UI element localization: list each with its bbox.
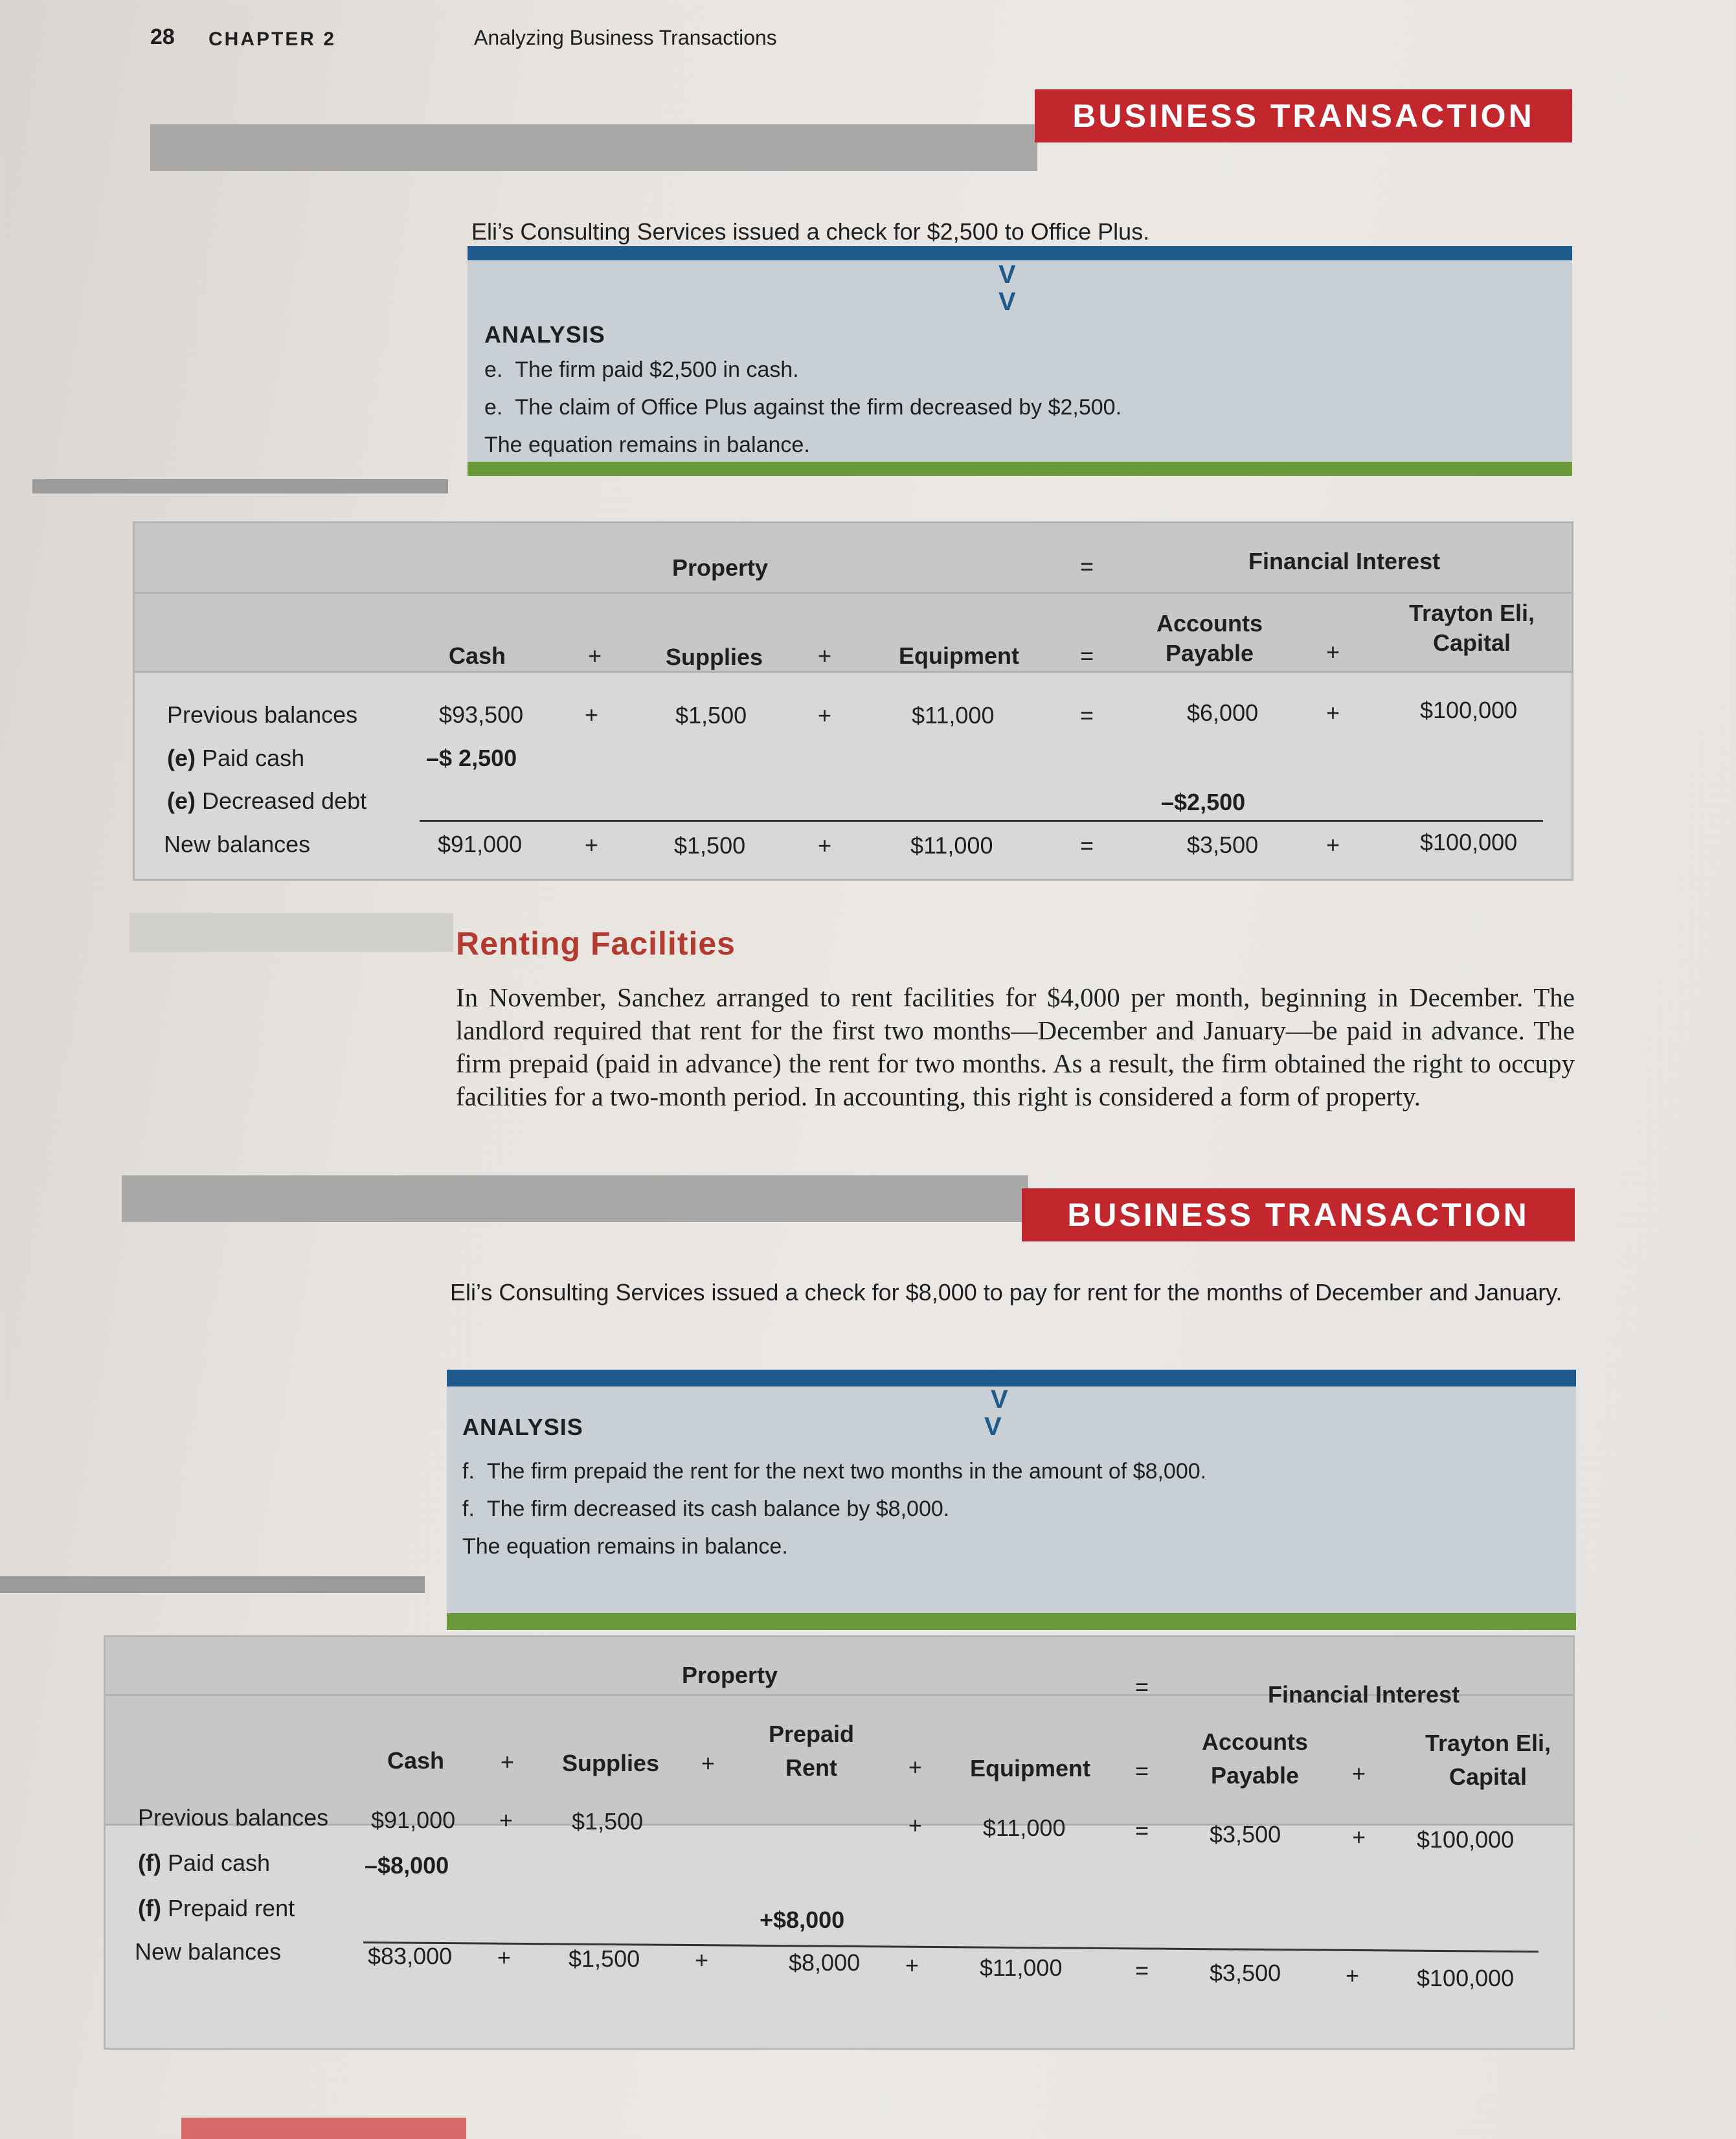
cell-plus: + (908, 1812, 923, 1839)
analysis-text: The claim of Office Plus against the firm decreased by $2,500. (515, 395, 1122, 420)
col-accounts-payable: Accounts Payable (1156, 610, 1263, 666)
row-label-prefix: (f) (138, 1850, 161, 1876)
cell-cash: –$ 2,500 (426, 745, 517, 771)
col-prepaid-rent: Prepaid Rent (768, 1721, 855, 1781)
cell-equipment: $11,000 (983, 1815, 1066, 1841)
section-title: Renting Facilities (456, 925, 736, 962)
row-label-prefix: (e) (167, 745, 196, 771)
cell-plus: + (1326, 832, 1340, 858)
analysis-bottom-bar (447, 1613, 1576, 1630)
row-label-text: Prepaid rent (167, 1895, 295, 1921)
cell-plus: + (1352, 1824, 1366, 1850)
transaction-banner-band (150, 124, 1037, 171)
row-label-text: Paid cash (167, 1850, 271, 1876)
header-divider (135, 671, 1572, 673)
cell-capital: $100,000 (1420, 697, 1518, 723)
row-label (167, 745, 304, 772)
cell-equipment: $11,000 (980, 1954, 1063, 1981)
section-bg (130, 913, 453, 952)
total-rule (363, 1941, 1539, 1952)
cell-supplies: $1,500 (674, 832, 746, 859)
cell-equipment: $11,000 (910, 832, 993, 859)
col-equipment: Equipment (899, 642, 1019, 669)
analysis-top-bar (447, 1370, 1576, 1386)
cell-plus: + (818, 702, 832, 729)
row-label (138, 1850, 270, 1877)
analysis-title: ANALYSIS (462, 1414, 583, 1440)
cell-capital: $100,000 (1417, 1826, 1515, 1853)
analysis-title: ANALYSIS (484, 321, 605, 348)
col-cash: Cash (449, 642, 506, 669)
cell-plus: + (818, 832, 832, 859)
cell-accounts-payable: $3,500 (1187, 832, 1259, 858)
cell-plus: + (585, 701, 599, 728)
left-gray-rule (0, 1576, 425, 1593)
cell-cash: $91,000 (438, 831, 523, 857)
col-equipment: Equipment (970, 1755, 1090, 1782)
analysis-box (468, 246, 1572, 476)
col-supplies: Supplies (666, 644, 763, 670)
analysis-letter: f. (462, 1459, 475, 1484)
col-plus: + (501, 1749, 515, 1775)
cell-equipment: $11,000 (912, 702, 995, 729)
row-label: Previous balances (167, 701, 358, 728)
banner-label: BUSINESS TRANSACTION (1072, 98, 1535, 134)
section-body: In November, Sanchez arranged to rent facilities for $4,000 per month, beginning in December. The landlord required that rent for the first two months—December and January—be paid in advance. The firm prepaid (paid in advance) the rent for two months. As a result, the firm obtained the right to occupy facilities for a two-month period. In accounting, this right is considered a form of property. (456, 982, 1575, 1111)
analysis-line (484, 351, 1122, 389)
cell-prepaid-rent: $8,000 (789, 1949, 861, 1976)
analysis-line (462, 1528, 1206, 1565)
total-rule (420, 820, 1543, 822)
cell-plus: + (585, 832, 599, 858)
analysis-list (484, 351, 1122, 464)
col-capital: Trayton Eli, Capital (1408, 600, 1535, 656)
cell-plus: + (1346, 1962, 1360, 1989)
cell-cash: $83,000 (368, 1943, 453, 1969)
row-label (167, 787, 366, 815)
cell-equals: = (1080, 702, 1094, 729)
col-equals: = (1135, 1758, 1149, 1784)
cell-cash: –$8,000 (365, 1852, 449, 1879)
cell-plus: + (1326, 699, 1340, 726)
cell-plus: + (905, 1952, 919, 1978)
group-equals: = (1080, 553, 1094, 580)
chevron-down-icon: V (984, 1412, 1002, 1441)
analysis-bottom-bar (468, 462, 1572, 476)
analysis-line (484, 426, 1122, 464)
analysis-line (462, 1453, 1206, 1490)
analysis-top-bar (468, 246, 1572, 260)
col-cash: Cash (387, 1747, 445, 1774)
analysis-list (462, 1453, 1206, 1565)
row-label (138, 1895, 295, 1922)
header-divider (135, 592, 1572, 594)
cell-accounts-payable: $3,500 (1210, 1960, 1281, 1986)
col-plus: + (908, 1754, 923, 1780)
col-plus: + (818, 642, 832, 669)
analysis-letter: e. (484, 395, 503, 420)
col-plus: + (588, 642, 602, 669)
group-property: Property (682, 1662, 778, 1688)
analysis-letter: e. (484, 357, 503, 382)
business-transaction-banner (1035, 89, 1572, 142)
transaction-banner-band (122, 1175, 1028, 1222)
analysis-text: The firm paid $2,500 in cash. (515, 357, 799, 382)
cell-capital: $100,000 (1417, 1965, 1515, 1991)
col-plus: + (701, 1750, 716, 1776)
cell-plus: + (499, 1807, 513, 1833)
col-accounts-payable: Accounts Payable (1201, 1728, 1309, 1789)
transaction-statement: Eli’s Consulting Services issued a check for $8,000 to pay for rent for the months of December and January. (450, 1279, 1562, 1306)
banner-label: BUSINESS TRANSACTION (1067, 1197, 1529, 1233)
table-header (135, 523, 1572, 672)
group-financial-interest: Financial Interest (1248, 548, 1441, 574)
business-transaction-banner (1022, 1188, 1575, 1241)
cell-capital: $100,000 (1420, 829, 1518, 855)
group-property: Property (672, 554, 769, 581)
analysis-text: The equation remains in balance. (484, 433, 810, 457)
analysis-text: The equation remains in balance. (462, 1534, 788, 1559)
analysis-line (462, 1490, 1206, 1528)
cell-cash: $91,000 (371, 1807, 456, 1833)
analysis-text: The firm prepaid the rent for the next two months in the amount of $8,000. (486, 1459, 1207, 1484)
running-title: Analyzing Business Transactions (474, 26, 777, 49)
row-label-text: Decreased debt (202, 787, 367, 814)
analysis-box (447, 1370, 1576, 1630)
cell-accounts-payable: $6,000 (1187, 699, 1259, 726)
cell-supplies: $1,500 (675, 702, 747, 729)
cell-equals: = (1135, 1817, 1149, 1844)
cell-prepaid-rent: +$8,000 (760, 1907, 845, 1933)
chapter-label: CHAPTER 2 (209, 28, 337, 50)
col-supplies: Supplies (562, 1750, 660, 1776)
cell-equals: = (1135, 1957, 1149, 1984)
group-equals: = (1135, 1673, 1149, 1700)
cell-plus: + (695, 1947, 709, 1973)
chevron-down-icon: V (998, 288, 1016, 316)
analysis-letter: f. (462, 1497, 475, 1521)
col-plus: + (1326, 639, 1340, 665)
cell-accounts-payable: $3,500 (1210, 1821, 1281, 1848)
analysis-line (484, 389, 1122, 426)
chevron-down-icon: V (991, 1385, 1008, 1414)
col-plus: + (1352, 1760, 1366, 1787)
cell-equals: = (1080, 832, 1094, 859)
cell-plus: + (497, 1944, 512, 1971)
row-label: New balances (135, 1938, 282, 1965)
left-gray-rule (32, 479, 448, 493)
accounting-equation-table (104, 1635, 1575, 2050)
group-financial-interest: Financial Interest (1268, 1681, 1460, 1708)
transaction-statement: Eli’s Consulting Services issued a check for $2,500 to Office Plus. (471, 218, 1150, 245)
row-label: Previous balances (138, 1804, 329, 1831)
row-label: New balances (164, 831, 311, 857)
col-capital: Trayton Eli, Capital (1425, 1730, 1551, 1790)
cell-supplies: $1,500 (569, 1945, 640, 1972)
accounting-equation-table (133, 521, 1573, 881)
page-number: 28 (150, 25, 175, 49)
col-equals: = (1080, 642, 1094, 669)
analysis-text: The firm decreased its cash balance by $8,000. (486, 1497, 950, 1521)
row-label-text: Paid cash (202, 745, 305, 771)
cell-accounts-payable: –$2,500 (1161, 789, 1246, 815)
cell-cash: $93,500 (439, 701, 524, 728)
cell-supplies: $1,500 (572, 1808, 644, 1835)
chevron-down-icon: V (998, 260, 1016, 289)
bottom-color-strip (181, 2118, 466, 2139)
row-label-prefix: (f) (138, 1895, 161, 1921)
row-label-prefix: (e) (167, 787, 196, 814)
